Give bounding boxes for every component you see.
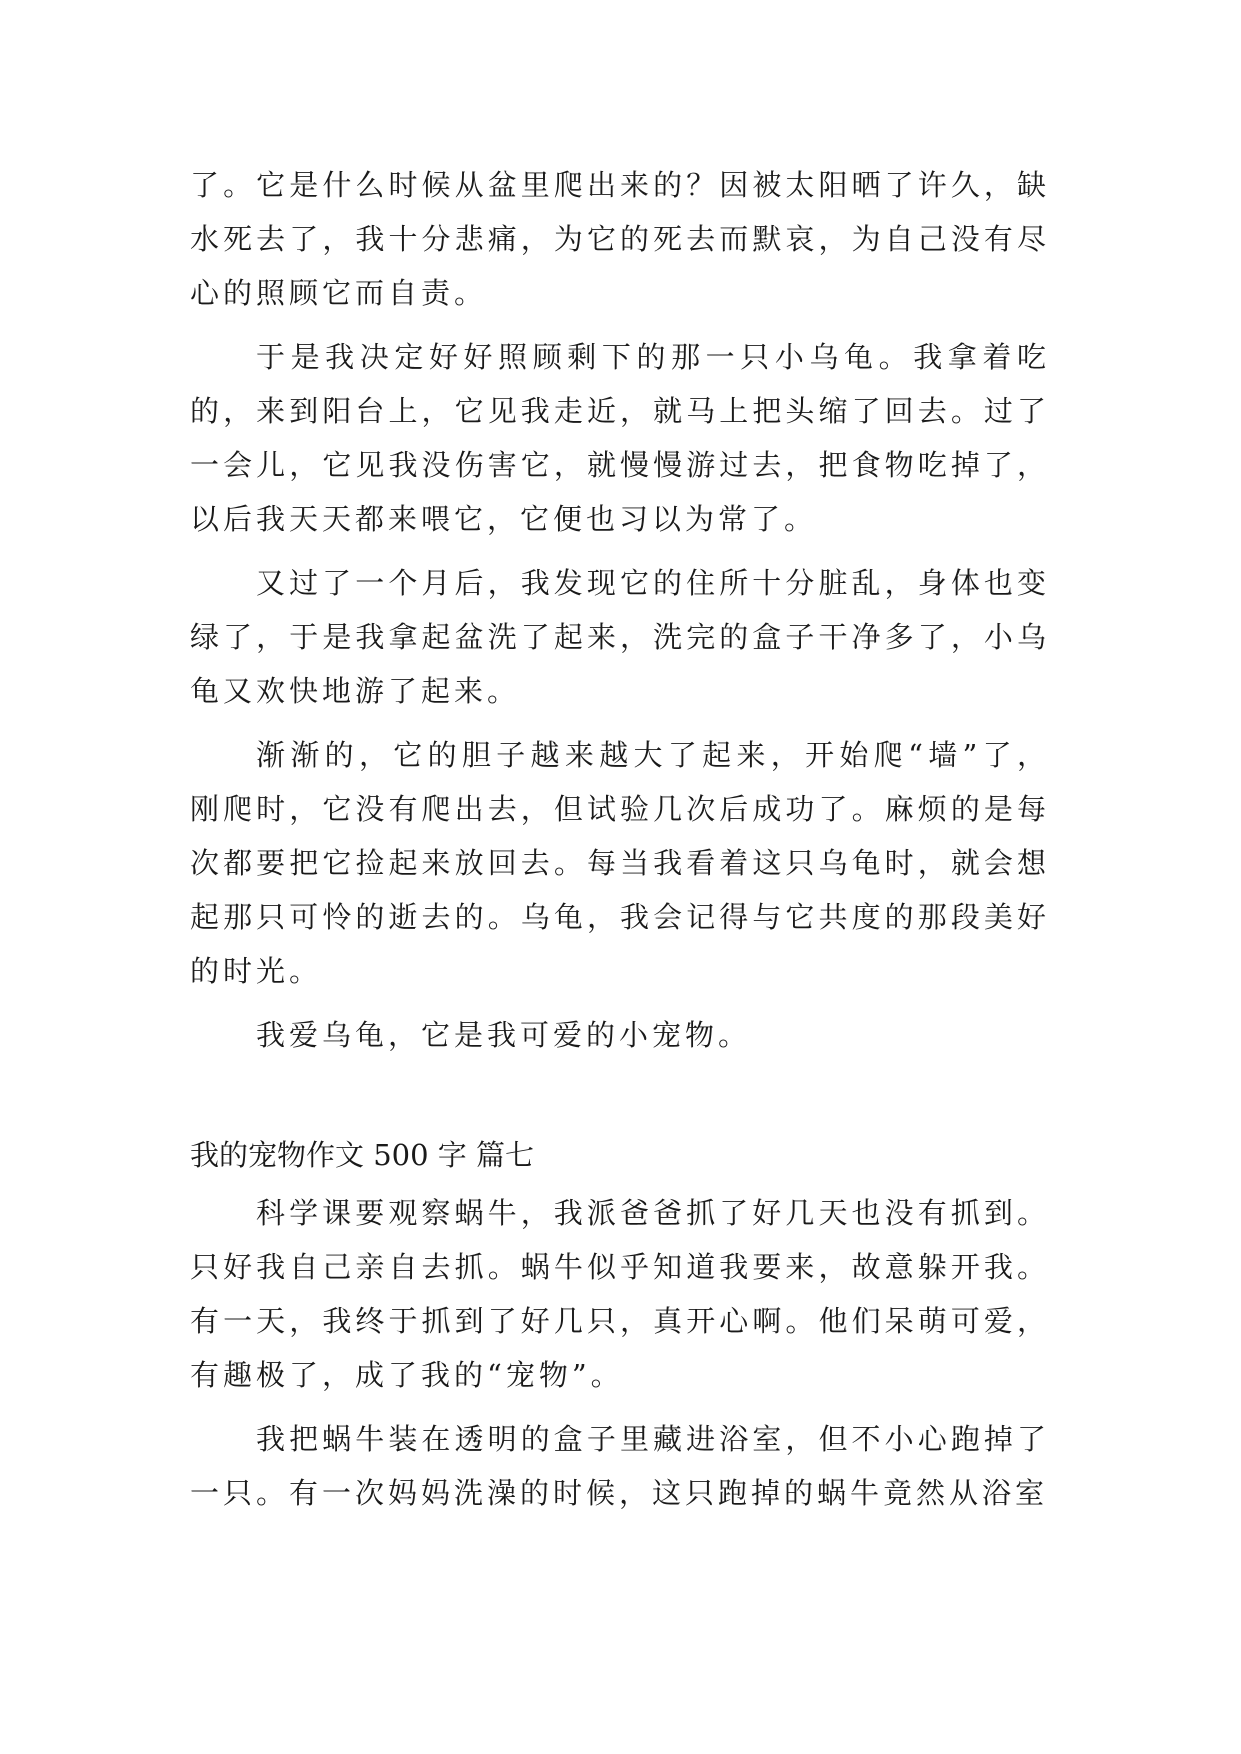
paragraph: 了。它是什么时候从盆里爬出来的？因被太阳晒了许久，缺水死去了，我十分悲痛，为它的死去而默哀，为自己没有尽心的照顾它而自责。 [190,168,1050,310]
paragraph: 于是我决定好好照顾剩下的那一只小乌龟。我拿着吃的，来到阳台上，它见我走近，就马上把头缩了回去。过了一会儿，它见我没伤害它，就慢慢游过去，把食物吃掉了，以后我天天都来喂它，它便也习以为常了。 [190,340,1050,536]
paragraph: 又过了一个月后，我发现它的住所十分脏乱，身体也变绿了，于是我拿起盆洗了起来，洗完的盒子干净多了，小乌龟又欢快地游了起来。 [190,566,1050,708]
section-heading: 我的宠物作文 500 字 篇七 [190,1138,535,1172]
paragraph: 渐渐的，它的胆子越来越大了起来，开始爬“墙”了，刚爬时，它没有爬出去，但试验几次后成功了。麻烦的是每次都要把它捡起来放回去。每当我看着这只乌龟时，就会想起那只可怜的逝去的。乌龟，我会记得与它共度的那段美好的时光。 [190,738,1050,988]
paragraph: 我把蜗牛装在透明的盒子里藏进浴室，但不小心跑掉了一只。有一次妈妈洗澡的时候，这只跑掉的蜗牛竟然从浴室 [190,1422,1050,1510]
document-body [190,158,1050,1530]
paragraph: 科学课要观察蜗牛，我派爸爸抓了好几天也没有抓到。只好我自己亲自去抓。蜗牛似乎知道我要来，故意躲开我。有一天，我终于抓到了好几只，真开心啊。他们呆萌可爱，有趣极了，成了我的“宠物”。 [190,1196,1050,1392]
paragraph: 我爱乌龟，它是我可爱的小宠物。 [256,1018,752,1052]
